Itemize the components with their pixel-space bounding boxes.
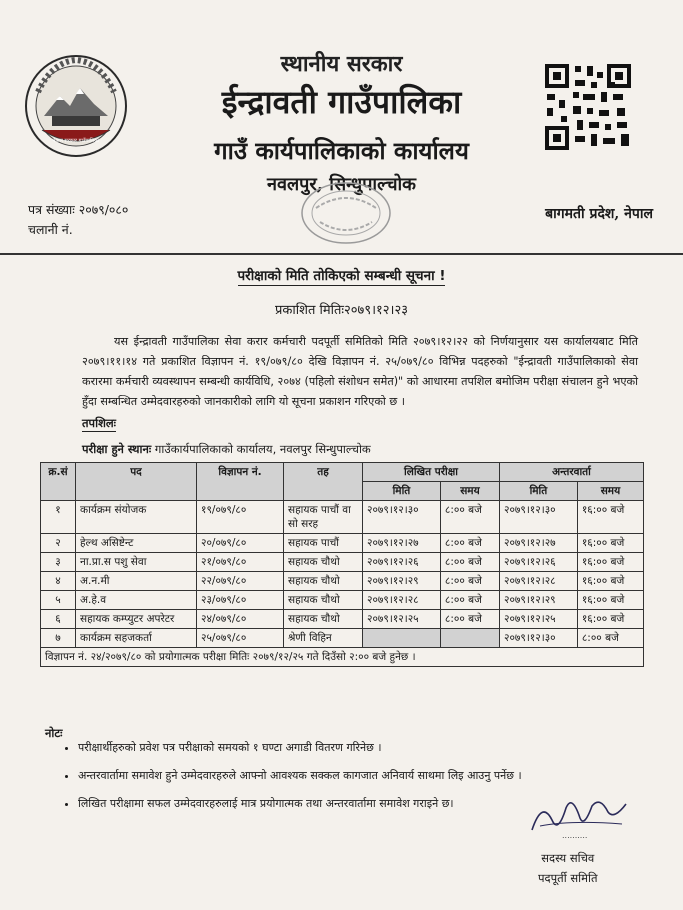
note-item: • अन्तरवार्तामा समावेश हुने उम्मेदवारहरुले आफ्नो आवश्यक सक्कल कागजात अनिवार्य साथमा लिइ आउनु पर्नेछ ।	[78, 768, 638, 784]
cell-post: सहायक कम्प्युटर अपरेटर	[76, 610, 197, 629]
signature-icon	[522, 790, 632, 840]
cell-ad-number: २४/०७९/८०	[197, 610, 284, 629]
cell-post: कार्यक्रम संयोजक	[76, 501, 197, 534]
cell-ad-number: २२/०७९/८०	[197, 572, 284, 591]
cell-level: सहायक पाचौं	[284, 534, 363, 553]
cell-interview-time: ८:०० बजे	[577, 629, 643, 648]
note-item: • परीक्षार्थीहरुको प्रवेश पत्र परीक्षाको समयको १ घण्टा अगाडी वितरण गरिनेछ ।	[78, 740, 638, 756]
cell-post: अ.हे.व	[76, 591, 197, 610]
cell-ad-number: १९/०७९/८०	[197, 501, 284, 534]
cell-sn: २	[41, 534, 76, 553]
cell-interview-date: २०७९।१२।३०	[499, 501, 577, 534]
cell-interview-time: १६:०० बजे	[577, 610, 643, 629]
exam-schedule-table	[40, 462, 644, 667]
cell-ad-number: २१/०७९/८०	[197, 553, 284, 572]
office-name: गाउँ कार्यपालिकाको कार्यालय	[214, 136, 469, 165]
cell-level: सहायक चौथो	[284, 572, 363, 591]
details-heading: तपशिलः	[82, 416, 117, 430]
cell-sn: ५	[41, 591, 76, 610]
col-interview-time: समय	[577, 482, 643, 501]
office-stamp-icon	[296, 178, 396, 248]
cell-written-time: ८:०० बजे	[440, 591, 499, 610]
col-ad-number: विज्ञापन नं.	[197, 463, 284, 501]
emblem-text: नेपाल सरकार गाउँपालिका	[52, 138, 100, 144]
cell-written-date: २०७९।१२।२९	[363, 572, 441, 591]
col-interview: अन्तरवार्ता	[499, 463, 643, 482]
cell-level: सहायक पाचौं वा सो सरह	[284, 501, 363, 534]
cell-interview-date: २०७९।१२।२७	[499, 534, 577, 553]
table-row	[41, 610, 644, 629]
cell-sn: ३	[41, 553, 76, 572]
letter-number: पत्र संख्याः २०७९/०८०	[28, 202, 129, 217]
municipality-name: ईन्द्रावती गाउँपालिका	[221, 83, 462, 121]
venue-label: परीक्षा हुने स्थानः	[82, 442, 152, 456]
svg-text:..........: ..........	[562, 831, 588, 840]
cell-interview-date: २०७९।१२।२८	[499, 572, 577, 591]
published-date: प्रकाशित मितिः२०७९।१२।२३	[275, 303, 408, 318]
col-level: तह	[284, 463, 363, 501]
table-row	[41, 591, 644, 610]
local-government-label: स्थानीय सरकार	[280, 51, 403, 77]
cell-level: सहायक चौथो	[284, 591, 363, 610]
cell-interview-date: २०७९।१२।३०	[499, 629, 577, 648]
header-divider	[0, 253, 683, 255]
table-row	[41, 629, 644, 648]
cell-sn: ४	[41, 572, 76, 591]
signatory-committee: पदपूर्ती समिति	[538, 871, 598, 885]
table-row	[41, 534, 644, 553]
cell-ad-number: २५/०७९/८०	[197, 629, 284, 648]
notice-title-text: परीक्षाको मिति तोकिएको सम्बन्धी सूचना !	[237, 268, 446, 284]
cell-sn: ६	[41, 610, 76, 629]
exam-venue	[82, 442, 371, 457]
signatory-title: सदस्य सचिव	[541, 851, 595, 865]
reference-block	[28, 200, 128, 240]
cell-level: सहायक चौथो	[284, 553, 363, 572]
cell-interview-time: १६:०० बजे	[577, 553, 643, 572]
cell-written-date: २०७९।१२।२७	[363, 534, 441, 553]
cell-written-date: २०७९।१२।२६	[363, 553, 441, 572]
cell-ad-number: २०/०७९/८०	[197, 534, 284, 553]
cell-interview-time: १६:०० बजे	[577, 534, 643, 553]
notes-heading: नोटः	[45, 726, 63, 740]
col-interview-date: मिति	[499, 482, 577, 501]
cell-written-date	[363, 629, 441, 648]
cell-sn: १	[41, 501, 76, 534]
col-written-exam: लिखित परीक्षा	[363, 463, 500, 482]
cell-written-date: २०७९।१२।३०	[363, 501, 441, 534]
cell-written-time: ८:०० बजे	[440, 553, 499, 572]
table-footnote: विज्ञापन नं. २४/२०७९/८० को प्रयोगात्मक परीक्षा मितिः २०७९/१२/२५ गते दिउँसो २:०० बजे हुनेछ ।	[41, 648, 644, 667]
cell-post: कार्यक्रम सहजकर्ता	[76, 629, 197, 648]
table-footnote-row	[41, 648, 644, 667]
cell-written-time: ८:०० बजे	[440, 534, 499, 553]
notice-body-text: यस ईन्द्रावती गाउँपालिका सेवा करार कर्मचारी पदपूर्ती समितिको मिति २०७९।१२।२२ को निर्णयानुसार यस कार्यालयबाट मिति २०७९।११।१४ गते प्रकाशित विज्ञापन नं. १९/०७९/८० देखि विज्ञापन नं. २५/०७९/८० विभिन्न पदहरुको "ईन्द्रावती गाउँपालिकाको सेवा करारमा कर्मचारी व्यवस्थापन सम्बन्धी कार्यविधि, २०७४ (पहिलो संशोधन समेत)" को आधारमा तपशिल बमोजिम परीक्षा संचालन हुने भएको हुँदा सम्बन्धित उम्मेदवारहरुको जानकारीको लागि यो सूचना प्रकाशन गरिएको छ ।	[82, 335, 638, 408]
province-label: बागमती प्रदेश, नेपाल	[545, 206, 653, 222]
cell-post: अ.न.मी	[76, 572, 197, 591]
cell-ad-number: २३/०७९/८०	[197, 591, 284, 610]
cell-post: हेल्थ असिष्टेन्ट	[76, 534, 197, 553]
dispatch-number: चलानी नं.	[28, 222, 73, 237]
cell-written-time: ८:०० बजे	[440, 610, 499, 629]
cell-interview-date: २०७९।१२।२६	[499, 553, 577, 572]
notice-title	[0, 266, 683, 284]
cell-interview-time: १६:०० बजे	[577, 572, 643, 591]
venue-value: गाउँकार्यपालिकाको कार्यालय, नवलपुर सिन्धुपाल्चोक	[154, 442, 371, 456]
cell-written-time	[440, 629, 499, 648]
note-item: • लिखित परीक्षामा सफल उम्मेदवारहरुलाई मात्र प्रयोगात्मक तथा अन्तरवार्तामा समावेश गराइने छ।	[78, 796, 638, 812]
table-row	[41, 501, 644, 534]
col-written-date: मिति	[363, 482, 441, 501]
office-address: नवलपुर, सिन्धुपाल्चोक	[266, 174, 416, 195]
signatory-block	[538, 848, 598, 888]
cell-written-date: २०७९।१२।२८	[363, 591, 441, 610]
cell-level: श्रेणी विहिन	[284, 629, 363, 648]
cell-written-time: ८:०० बजे	[440, 501, 499, 534]
cell-written-date: २०७९।१२।२५	[363, 610, 441, 629]
cell-interview-date: २०७९।१२।२९	[499, 591, 577, 610]
cell-interview-time: १६:०० बजे	[577, 591, 643, 610]
cell-written-time: ८:०० बजे	[440, 572, 499, 591]
cell-interview-time: १६:०० बजे	[577, 501, 643, 534]
cell-sn: ७	[41, 629, 76, 648]
cell-interview-date: २०७९।१२।२५	[499, 610, 577, 629]
col-post: पद	[76, 463, 197, 501]
cell-post: ना.प्रा.स पशु सेवा	[76, 553, 197, 572]
col-written-time: समय	[440, 482, 499, 501]
notice-body	[82, 332, 638, 412]
table-row	[41, 572, 644, 591]
table-row	[41, 553, 644, 572]
col-sn: क्र.सं	[41, 463, 76, 501]
cell-level: सहायक चौथो	[284, 610, 363, 629]
